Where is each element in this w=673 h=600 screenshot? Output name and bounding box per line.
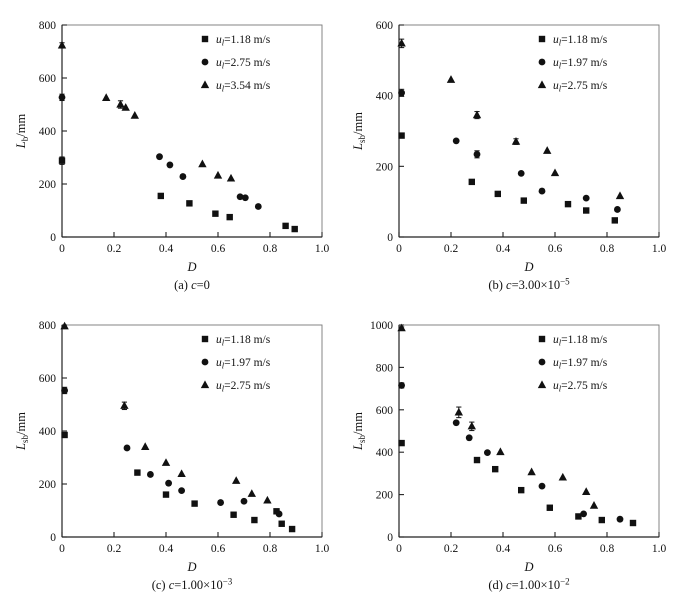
- circle-marker: [466, 434, 473, 441]
- triangle-marker: [496, 447, 504, 455]
- x-tick-label: 0: [59, 543, 65, 555]
- square-marker: [565, 201, 571, 207]
- legend-label: $u_l=1.18$ m/s: [216, 34, 271, 48]
- triangle-marker: [447, 75, 455, 83]
- triangle-marker: [227, 174, 235, 182]
- triangle-marker: [538, 80, 546, 88]
- square-marker: [251, 517, 257, 523]
- triangle-marker: [538, 380, 546, 388]
- square-marker: [59, 157, 65, 163]
- triangle-marker: [590, 501, 598, 509]
- x-tick-label: 0: [396, 543, 402, 555]
- x-tick-label: 0.4: [158, 243, 174, 255]
- y-tick-label: 200: [38, 179, 56, 191]
- x-tick-label: 0.4: [495, 243, 511, 255]
- x-tick-label: 0.2: [443, 243, 459, 255]
- legend-label: $u_l=1.97$ m/s: [553, 57, 608, 71]
- y-tick-label: 800: [375, 362, 393, 375]
- triangle-marker: [551, 168, 559, 176]
- x-tick-label: 0.8: [262, 243, 278, 255]
- triangle-marker: [198, 160, 206, 168]
- triangle-marker: [473, 111, 481, 119]
- square-marker: [539, 36, 545, 42]
- x-tick-label: 0.6: [547, 243, 563, 255]
- square-marker: [212, 210, 218, 216]
- chart-a: [0, 0, 336, 300]
- panel-caption: (c) $c=1.00\times 10^{-3}$: [151, 576, 233, 592]
- triangle-marker: [162, 458, 170, 466]
- square-marker: [202, 36, 208, 42]
- y-tick-label: 400: [38, 426, 56, 438]
- x-tick-label: 1.0: [314, 243, 330, 255]
- circle-marker: [178, 487, 185, 494]
- y-tick-label: 1000: [370, 320, 393, 332]
- circle-marker: [474, 151, 481, 158]
- square-marker: [61, 432, 67, 438]
- square-marker: [612, 217, 618, 223]
- legend-label: $u_l=2.75$ m/s: [216, 380, 271, 394]
- panel-c: [0, 300, 336, 600]
- square-marker: [191, 500, 197, 506]
- x-tick-label: 0.2: [106, 243, 122, 255]
- x-tick-label: 0.8: [599, 243, 615, 255]
- y-tick-label: 0: [387, 232, 393, 244]
- square-marker: [186, 200, 192, 206]
- circle-marker: [583, 195, 590, 202]
- triangle-marker: [58, 41, 66, 49]
- y-tick-label: 400: [375, 90, 393, 103]
- y-tick-label: 600: [38, 373, 56, 385]
- triangle-marker: [116, 100, 124, 108]
- y-tick-label: 400: [38, 126, 56, 138]
- x-tick-label: 0.6: [210, 543, 226, 555]
- y-axis-label: $L_{sb}/mm$: [14, 412, 30, 450]
- y-tick-label: 200: [38, 479, 56, 491]
- legend-label: $u_l=1.18$ m/s: [553, 34, 608, 48]
- circle-marker: [167, 162, 174, 169]
- circle-marker: [580, 510, 587, 517]
- x-axis-label: D: [524, 260, 534, 274]
- x-axis-label: D: [187, 560, 197, 574]
- triangle-marker: [512, 137, 520, 145]
- square-marker: [279, 521, 285, 527]
- square-marker: [289, 526, 295, 532]
- legend-label: $u_l=3.54$ m/s: [216, 80, 271, 94]
- chart-b: [337, 0, 673, 300]
- circle-marker: [614, 206, 621, 213]
- circle-marker: [217, 499, 224, 506]
- plot-frame: [399, 325, 659, 537]
- y-tick-label: 800: [38, 20, 56, 32]
- legend-label: $u_l=2.75$ m/s: [553, 80, 608, 94]
- x-tick-label: 0: [59, 243, 65, 255]
- panel-d: [337, 300, 673, 600]
- circle-marker: [453, 137, 460, 144]
- legend-label: $u_l=2.75$ m/s: [553, 380, 608, 394]
- y-tick-label: 0: [387, 532, 393, 544]
- square-marker: [521, 197, 527, 203]
- circle-marker: [242, 194, 249, 201]
- legend-label: $u_l=2.75$ m/s: [216, 57, 271, 71]
- circle-marker: [539, 359, 546, 366]
- square-marker: [518, 487, 524, 493]
- square-marker: [398, 440, 404, 446]
- y-axis-label: $L_{sb}/mm$: [351, 412, 367, 450]
- triangle-marker: [263, 496, 271, 504]
- circle-marker: [539, 188, 546, 195]
- circle-marker: [124, 445, 131, 452]
- triangle-marker: [232, 476, 240, 484]
- square-marker: [469, 179, 475, 185]
- circle-marker: [147, 471, 154, 478]
- circle-marker: [202, 59, 209, 66]
- triangle-marker: [177, 469, 185, 477]
- chart-c: [0, 300, 336, 600]
- panel-caption: (d) $c=1.00\times 10^{-2}$: [488, 576, 570, 592]
- square-marker: [583, 207, 589, 213]
- panel-a: [0, 0, 336, 300]
- y-tick-label: 0: [50, 532, 56, 544]
- circle-marker: [180, 173, 187, 180]
- legend-label: $u_l=1.18$ m/s: [216, 334, 271, 348]
- x-tick-label: 0.4: [158, 543, 174, 555]
- x-axis-label: D: [187, 260, 197, 274]
- circle-marker: [539, 59, 546, 66]
- x-tick-label: 1.0: [651, 243, 667, 255]
- y-tick-label: 600: [38, 73, 56, 85]
- square-marker: [398, 132, 404, 138]
- circle-marker: [59, 94, 66, 101]
- triangle-marker: [248, 489, 256, 497]
- square-marker: [630, 520, 636, 526]
- x-tick-label: 0.4: [495, 543, 511, 555]
- y-axis-label: $L_{sb}/mm$: [351, 112, 367, 150]
- circle-marker: [276, 511, 283, 518]
- square-marker: [163, 491, 169, 497]
- legend-label: $u_l=1.97$ m/s: [216, 357, 271, 371]
- triangle-marker: [468, 422, 476, 430]
- x-tick-label: 0.8: [599, 543, 615, 555]
- square-marker: [599, 517, 605, 523]
- x-tick-label: 0: [396, 243, 402, 255]
- x-tick-label: 1.0: [651, 543, 667, 555]
- circle-marker: [241, 498, 248, 505]
- triangle-marker: [616, 191, 624, 199]
- square-marker: [134, 469, 140, 475]
- circle-marker: [453, 419, 460, 426]
- square-marker: [202, 336, 208, 342]
- legend-label: $u_l=1.97$ m/s: [553, 357, 608, 371]
- y-tick-label: 400: [375, 447, 393, 460]
- x-tick-label: 0.2: [443, 543, 459, 555]
- x-tick-label: 0.2: [106, 543, 122, 555]
- y-axis-label: $L_b/mm$: [14, 113, 30, 149]
- square-marker: [282, 223, 288, 229]
- x-axis-label: D: [524, 560, 534, 574]
- legend-label: $u_l=1.18$ m/s: [553, 334, 608, 348]
- triangle-marker: [214, 171, 222, 179]
- square-marker: [547, 505, 553, 511]
- triangle-marker: [102, 93, 110, 101]
- panel-caption: (b) $c=3.00\times 10^{-5}$: [488, 276, 570, 292]
- plot-frame: [399, 25, 659, 237]
- circle-marker: [165, 480, 172, 487]
- square-marker: [158, 193, 164, 199]
- y-tick-label: 600: [375, 404, 393, 417]
- y-tick-label: 600: [375, 20, 393, 32]
- circle-marker: [539, 483, 546, 490]
- circle-marker: [61, 387, 68, 394]
- square-marker: [227, 214, 233, 220]
- circle-marker: [398, 89, 405, 96]
- circle-marker: [617, 516, 624, 523]
- square-marker: [230, 512, 236, 518]
- square-marker: [474, 457, 480, 463]
- triangle-marker: [120, 401, 128, 409]
- x-tick-label: 0.8: [262, 543, 278, 555]
- square-marker: [495, 191, 501, 197]
- triangle-marker: [455, 408, 463, 416]
- circle-marker: [518, 170, 525, 177]
- triangle-marker: [201, 80, 209, 88]
- square-marker: [492, 466, 498, 472]
- chart-d: [337, 300, 673, 600]
- circle-marker: [484, 449, 491, 456]
- y-tick-label: 800: [38, 320, 56, 332]
- triangle-marker: [527, 468, 535, 476]
- triangle-marker: [141, 442, 149, 450]
- panel-caption: (a) c=0: [174, 278, 210, 292]
- triangle-marker: [543, 146, 551, 154]
- x-tick-label: 1.0: [314, 543, 330, 555]
- triangle-marker: [201, 380, 209, 388]
- x-tick-label: 0.6: [547, 543, 563, 555]
- circle-marker: [255, 203, 262, 210]
- square-marker: [539, 336, 545, 342]
- y-tick-label: 200: [375, 161, 393, 174]
- y-tick-label: 0: [50, 232, 56, 244]
- circle-marker: [202, 359, 209, 366]
- triangle-marker: [559, 473, 567, 481]
- triangle-marker: [131, 111, 139, 119]
- square-marker: [292, 226, 298, 232]
- circle-marker: [156, 153, 163, 160]
- circle-marker: [398, 382, 405, 389]
- panel-b: [337, 0, 673, 300]
- triangle-marker: [582, 487, 590, 495]
- y-tick-label: 200: [375, 489, 393, 502]
- x-tick-label: 0.6: [210, 243, 226, 255]
